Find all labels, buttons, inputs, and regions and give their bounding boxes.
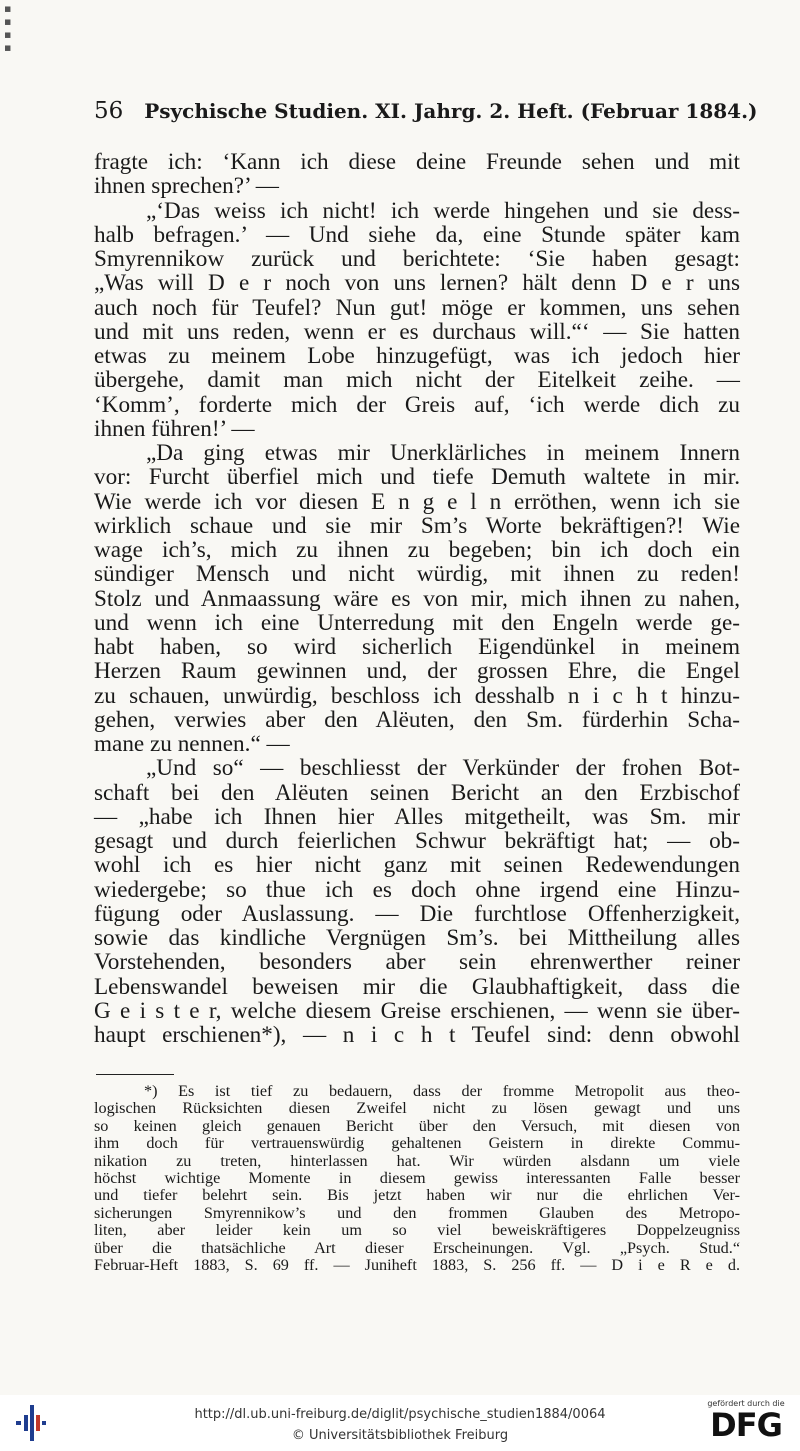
body-line: wiedergebe; so thue ich es doch ohne irgend eine Hinzu- xyxy=(94,876,740,903)
body-line: fragte ich: ‘Kann ich diese deine Freunde sehen und mit xyxy=(94,149,740,175)
scan-edge-marks: ▪ ▪ ▪ ▪ xyxy=(4,2,12,54)
dfg-logo xyxy=(700,1399,792,1442)
footnote-divider xyxy=(96,1074,174,1075)
body-line: habt haben, so wird sicherlich Eigendünkel in meinem xyxy=(94,634,740,660)
footnote-line: höchst wichtige Momente in diesem gewiss interessanten Falle besser xyxy=(94,1169,740,1188)
body-line: „Was will D e r noch von uns lernen? hält denn D e r uns xyxy=(94,270,740,297)
body-line: schaft bei den Alëuten seinen Bericht an den Erzbischof xyxy=(94,779,740,806)
body-line: gehen, verwies aber den Alëuten, den Sm. fürderhin Scha- xyxy=(94,706,740,733)
footnote-line: *) Es ist tief zu bedauern, dass der fromme Metropolit aus theo- xyxy=(144,1082,740,1100)
body-line: „Und so“ — beschliesst der Verkünder der frohen Bot- xyxy=(146,755,740,782)
footnote-line: logischen Rücksichten diesen Zweifel nicht zu lösen gewagt und uns xyxy=(94,1099,740,1118)
body-line: wirklich schaue und sie mir Sm’s Worte bekräftigen?! Wie xyxy=(94,512,740,539)
footnote-line: so keinen gleich genauen Bericht über den Versuch, mit diesen von xyxy=(94,1116,740,1135)
body-line: „Da ging etwas mir Unerklärliches in meinem Innern xyxy=(146,440,740,466)
viewer-footer xyxy=(0,1395,800,1451)
copyright-notice: © Universitätsbibliothek Freiburg xyxy=(291,1428,509,1443)
body-line: halb befragen.’ — Und siehe da, eine Stunde später kam xyxy=(94,221,740,248)
footnote-line: nikation zu treten, hinterlassen hat. Wir würden alsdann um viele xyxy=(94,1151,740,1170)
body-line: ihnen führen!’ — xyxy=(94,415,255,442)
body-line: wohl ich es hier nicht ganz mit seinen Redewendungen xyxy=(94,852,740,879)
footnote-line: liten, aber leider kein um so viel beweiskräftigeres Doppelzeugniss xyxy=(94,1221,740,1240)
footnote-line: sicherungen Smyrennikow’s und den frommen Glauben des Metropo- xyxy=(94,1203,740,1222)
body-line: haupt erschienen*), — n i c h t Teufel sind: denn obwohl xyxy=(94,1022,740,1048)
footnote-line: und tiefer belehrt sein. Bis jetzt haben wir nur die ehrlichen Ver- xyxy=(94,1186,740,1205)
body-text xyxy=(94,150,740,1047)
body-line: und wenn ich eine Unterredung mit den Engeln werde ge- xyxy=(94,609,740,636)
body-line: etwas zu meinem Lobe hinzugefügt, was ich jedoch hier xyxy=(94,343,740,369)
body-line: fügung oder Auslassung. — Die furchtlose Offenherzigkeit, xyxy=(94,900,740,927)
body-line: wage ich’s, mich zu ihnen zu begeben; bin ich doch ein xyxy=(94,537,740,563)
body-line: Herzen Raum gewinnen und, der grossen Ehre, die Engel xyxy=(94,658,740,685)
body-line: Smyrennikow zurück und berichtete: ‘Sie haben gesagt: xyxy=(94,246,740,272)
body-line: Lebenswandel beweisen mir die Glaubhaftigkeit, dass die xyxy=(94,973,740,1000)
dfg-funded-label: gefördert durch die xyxy=(707,1399,785,1408)
dfg-logo-text: DFG xyxy=(710,1406,782,1444)
body-line: „‘Das weiss ich nicht! ich werde hingehen und sie dess- xyxy=(146,197,740,224)
body-line: gesagt und durch feierlichen Schwur bekräftigt hat; — ob- xyxy=(94,828,740,854)
body-line: auch noch für Teufel? Nun gut! möge er kommen, uns sehen xyxy=(94,294,740,321)
body-line: zu schauen, unwürdig, beschloss ich desshalb n i c h t hinzu- xyxy=(94,682,740,709)
body-line: — „habe ich Ihnen hier Alles mitgetheilt, was Sm. mir xyxy=(94,803,740,830)
body-line: sowie das kindliche Vergnügen Sm’s. bei Mittheilung alles xyxy=(94,925,740,951)
body-line: ‘Komm’, forderte mich der Greis auf, ‘ich werde dich zu xyxy=(94,391,740,418)
body-line: Wie werde ich vor diesen E n g e l n erröthen, wenn ich sie xyxy=(94,488,740,515)
footnote-line: Februar-Heft 1883, S. 69 ff. — Juniheft 1883, S. 256 ff. — D i e R e d. xyxy=(94,1256,740,1275)
body-line: Vorstehenden, besonders aber sein ehrenwerther reiner xyxy=(94,949,740,976)
body-line: übergehe, damit man mich nicht der Eitelkeit zeihe. — xyxy=(94,367,740,394)
body-line: mane zu nennen.“ — xyxy=(94,731,290,757)
running-title: Psychische Studien. XI. Jahrg. 2. Heft. (Februar 1884.) xyxy=(144,99,758,123)
running-header xyxy=(94,98,758,124)
body-line: sündiger Mensch und nicht würdig, mit ihnen zu reden! xyxy=(94,561,740,588)
footnote xyxy=(94,1083,740,1274)
body-line: und mit uns reden, wenn er es durchaus will.“‘ — Sie hatten xyxy=(94,318,740,345)
footnote-line: ihm doch für vertrauenswürdig gehaltenen Geistern in direkte Commu- xyxy=(94,1134,740,1153)
body-line: G e i s t e r, welche diesem Greise erschienen, — wenn sie über- xyxy=(94,997,740,1024)
page-number: 56 xyxy=(94,98,124,124)
body-line: Stolz und Anmaassung wäre es von mir, mich ihnen zu nahen, xyxy=(94,585,740,612)
body-line: ihnen sprechen?’ — xyxy=(94,173,279,200)
source-url-link[interactable]: http://dl.ub.uni-freiburg.de/diglit/psychische_studien1884/0064 xyxy=(194,1407,606,1422)
body-line: vor: Furcht überfiel mich und tiefe Demuth waltete in mir. xyxy=(94,464,740,491)
footnote-line: über die thatsächliche Art dieser Erscheinungen. Vgl. „Psych. Stud.“ xyxy=(94,1238,740,1257)
